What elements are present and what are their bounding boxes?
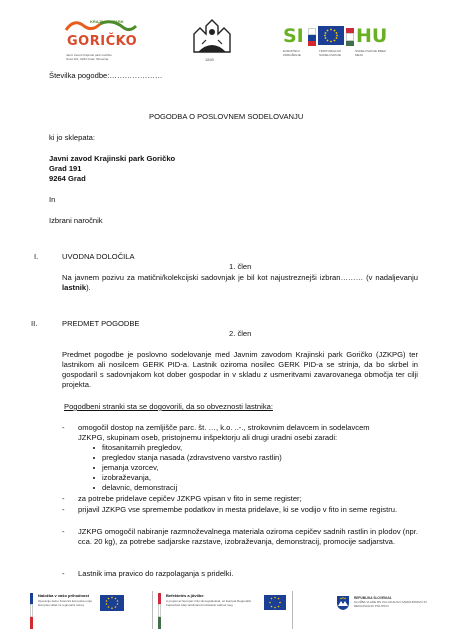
castle-logo [190,16,234,64]
obligation-5: Lastnik ima pravico do razpolaganja s pridelki. [78,569,234,578]
footer-eu-flag-icon [100,595,124,611]
footer-right-title: REPUBLIKA SLOVENIJA [354,596,392,600]
bullet-1 [93,447,95,449]
article-1-text-c: ). [86,283,91,292]
article-2-heading: 2. člen [229,329,252,338]
list-dash-5: - [62,569,65,578]
bullet-5 [93,487,95,489]
slovenian-flag-icon [308,28,316,44]
sihu-logo-si: SI [283,25,304,47]
between-label: ki jo sklepata: [49,133,96,142]
footer-divider-2 [292,591,293,629]
list-dash-1: - [62,423,65,432]
article-1-text-bold: lastnik [62,283,87,292]
party-address: Grad 191 [49,164,82,173]
castle-logo-caption: 1840 [205,57,214,62]
footer-eu-flag-2-icon [264,595,286,610]
footer [30,589,430,635]
document-title: POGODBA O POSLOVNEM SODELOVANJU [149,112,304,121]
list-dash-4: - [62,527,65,536]
contract-number: Številka pogodbe:………………… [49,71,163,80]
sub-item-3: jemanja vzorcev, [102,463,159,472]
article-1-text-a: Na javnem pozivu za matični/kolekcijski sadovnjak je bil kot najustreznejši izbran……… (v nadaljevanju [62,273,418,282]
obligation-3: prijavil JZKPG vse spremembe podatkov in mesta pridelave, ki se vodijo v fito in seme registru. [78,505,398,514]
obligation-2: za potrebe pridelave cepičev JZKPG vpisan v fito in seme register; [78,494,302,503]
section-2-number: II. [31,319,38,328]
and-label: In [49,195,56,204]
park-logo-name: KRAJINSKI PARK [90,19,124,24]
bullet-2 [93,457,95,459]
list-dash-2: - [62,494,65,503]
bullet-3 [93,467,95,469]
hungarian-flag-icon [346,28,354,44]
party-city: 9264 Grad [49,174,86,183]
article-1-heading: 1. člen [229,262,252,271]
park-logo-line-2: Grad 191, 9264 Grad, Slovenija [66,57,109,61]
obligations-intro: Pogodbeni stranki sta se dogovorili, da so obveznosti lastnika: [64,402,273,411]
sub-item-4: izobraževanja, [102,473,151,482]
park-logo-line-1: Javni zavod Krajinski park Goričko [66,53,112,57]
sihu-logo-hu: HU [356,25,388,47]
sihu-caption-3: SODELOVANJE BREZ MEJA [355,49,386,57]
section-2-title: PREDMET POGODBE [62,319,140,328]
section-1-title: UVODNA DOLOČILA [62,252,135,261]
sub-item-1: fitosanitarnih pregledov, [102,443,183,452]
castle-emblem-icon [190,16,234,56]
sihu-caption-1: EVROPSKO ZDRUŽENJE [283,49,301,57]
article-2-paragraph: Predmet pogodbe je poslovno sodelovanje med Javnim zavodom Krajinski park Goričko (JZKPG) ter lastnikom ali nosilcem GERK PID-a. Lastnik oziroma nosilec GERK PID-a se strinja, da bo skrbel in gospodaril s sadovnjakom kot dober gospodar in v skladu z usmeritvami zavarovanega območja ter cilji projekta. [62,350,418,389]
footer-right-text: SLUŽBA VLADE RS ZA LOKALNO SAMOUPRAVO IN REGIONALNO POLITIKO [354,600,427,608]
footer-mid-title: Befektetés a jövőbe [166,593,204,598]
contractor-label: Izbrani naročnik [49,216,103,225]
party-name: Javni zavod Krajinski park Goričko [49,154,176,163]
footer-left-text: Operacijo delno financira Evropska unija Evropski sklad za regionalni razvoj [38,599,92,607]
footer-left-title: Naložba v vašo prihodnost [38,593,89,598]
sub-item-5: delavnic, demonstracij [102,483,178,492]
sub-item-2: pregledov stanja nasada (zdravstveno varstvo rastlin) [102,453,282,462]
article-1-text [62,273,418,293]
park-logo-word: GORIČKO [67,34,138,49]
sihu-logo [283,26,393,64]
obligation-4: JZKPG omogočil nabiranje razmnoževalnega materiala oziroma cepičev sadnih rastlin in plodov (npr. cca. 20 kg), za potrebe sadjarske razstave, izobraževanja, demonstracij, promocije sadjarstva. [78,527,418,546]
park-logo [64,16,138,64]
slovenia-coat-of-arms-icon [336,595,350,611]
footer-divider-1 [152,591,153,629]
list-dash-3: - [62,505,65,514]
section-1-number: I. [34,252,39,261]
footer-slovenian-flag-icon [30,593,33,627]
footer-mid-text: A projekt az Európai Unió támogatásával, az Európai Regionális Fejlesztési Alap társfinanszírozásával valósul meg [166,599,252,607]
sihu-caption-2: TERITORIALNO SODELOVANJE [319,49,342,57]
obligation-1-line-2: JZKPG, skupinam oseb, pristojnemu inšpektorju ali drugi uradni osebi zaradi: [78,433,338,442]
eu-flag-icon [318,26,344,45]
footer-hungarian-flag-icon [158,593,161,627]
obligation-1-line-1: omogočil dostop na zemljišče parc. št. …, k.o. ..-., strokovnim delavcem in sodelavcem [78,423,370,432]
bullet-4 [93,477,95,479]
